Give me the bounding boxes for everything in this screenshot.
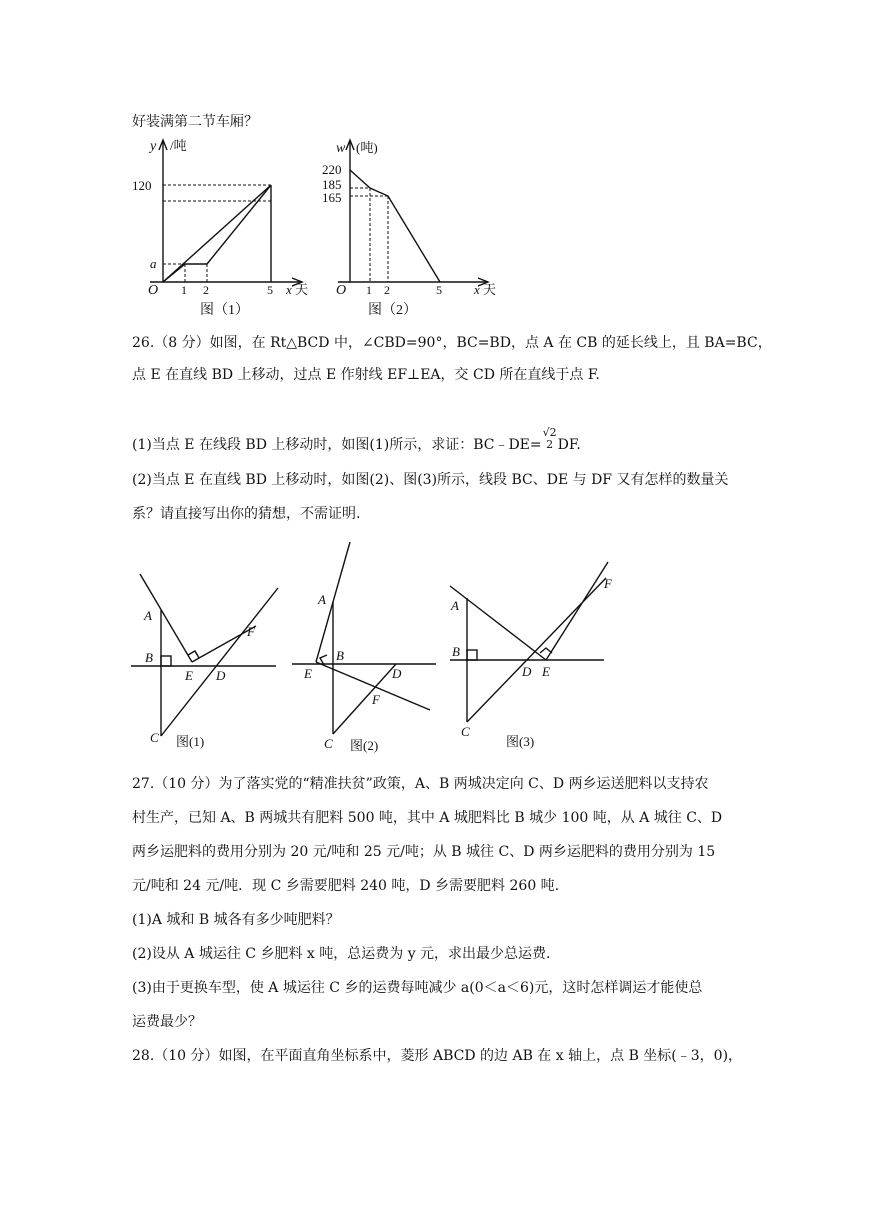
fig1-label-E: E (185, 668, 193, 683)
q27-line-3: 两乡运肥料的费用分别为 20 元/吨和 25 元/吨；从 B 城往 C、D 两乡运肥料的费用分别为 15 (132, 844, 716, 860)
graph-1-tick-x1: 1 (181, 283, 187, 297)
q26-part-1-tail: DF. (557, 437, 581, 453)
graph-1-x-var: x (286, 282, 292, 297)
fig1-label-D: D (216, 668, 226, 683)
graph-1-y-label: /吨 (170, 138, 187, 153)
graph-2-tick-x2: 2 (384, 283, 390, 297)
graph-2-tick-165: 165 (322, 190, 342, 205)
fig2-label-B: B (336, 648, 344, 663)
q27-line-1: 27.（10 分）为了落实党的“精准扶贫”政策，A、B 两城决定向 C、D 两乡运送肥料以支持农 (132, 776, 709, 792)
q26-figure-1 (128, 538, 298, 758)
graph-1-y-var: y (150, 139, 157, 154)
q26-stem-line-2: 点 E 在直线 BD 上移动，过点 E 作射线 EF⊥EA，交 CD 所在直线于点 F. (132, 367, 600, 383)
graph-2-origin: O (336, 283, 347, 298)
fig3-label-E: E (542, 664, 550, 679)
q27-line-2: 村生产，已知 A、B 两城共有肥料 500 吨，其中 A 城肥料比 B 城少 100 吨，从 A 城往 C、D (132, 810, 723, 826)
graph-1-origin: O (148, 283, 159, 298)
q28-line-1: 28.（10 分）如图，在平面直角坐标系中，菱形 ABCD 的边 AB 在 x 轴上，点 B 坐标(﹣3，0)， (132, 1048, 743, 1064)
q26-part-1 (132, 426, 581, 457)
fig1-label-C: C (150, 730, 159, 745)
q26-part-2-line-1: (2)当点 E 在直线 BD 上移动时，如图(2)、图(3)所示，线段 BC、DE 与 DF 又有怎样的数量关 (132, 472, 729, 488)
fig2-label-F: F (372, 692, 380, 707)
fig2-caption: 图(2) (350, 738, 379, 753)
q27-part-3-line-2: 运费最少？ (132, 1014, 202, 1030)
q27-part-2: (2)设从 A 城运往 C 乡肥料 x 吨，总运费为 y 元，求出最少总运费. (132, 946, 551, 962)
q27-part-3-line-1: (3)由于更换车型，使 A 城运往 C 乡的运费每吨减少 a(0＜a＜6)元，这时怎样调运才能使总 (132, 980, 703, 996)
graph-2-y-var: w (336, 141, 346, 156)
fig3-caption: 图(3) (506, 734, 535, 749)
graph-2-tick-x5: 5 (436, 283, 442, 297)
fig1-label-F: F (247, 624, 255, 639)
q26-fraction-denominator: 2 (546, 438, 554, 451)
graph-2-x-var: x (474, 282, 480, 297)
graph-1 (132, 134, 310, 324)
graph-2-x-unit: 天 (483, 282, 497, 297)
graph-2-caption: 图（2） (368, 303, 417, 318)
fig3-label-B: B (452, 644, 460, 659)
graph-2-y-label: (吨) (356, 140, 378, 155)
fig3-label-C: C (461, 724, 470, 739)
fig3-label-D: D (522, 664, 532, 679)
q26-part-1-text: (1)当点 E 在线段 BD 上移动时，如图(1)所示，求证：BC﹣DE= (132, 437, 542, 453)
graph-1-caption: 图（1） (200, 303, 249, 318)
graph-1-tick-x2: 2 (203, 283, 209, 297)
fig1-caption: 图(1) (176, 734, 205, 749)
graph-2-tick-220: 220 (322, 162, 342, 177)
graph-1-tick-120: 120 (132, 178, 152, 193)
graph-2 (318, 134, 503, 324)
q27-part-1: (1)A 城和 B 城各有多少吨肥料？ (132, 912, 340, 928)
graph-2-tick-x1: 1 (366, 283, 372, 297)
fig2-label-D: D (392, 666, 402, 681)
fig2-label-C: C (324, 736, 333, 751)
fig3-label-F: F (604, 576, 612, 591)
q26-stem-line-1: 26.（8 分）如图，在 Rt△BCD 中，∠CBD=90°，BC=BD，点 A 在 CB 的延长线上，且 BA=BC， (132, 335, 772, 351)
q26-figure-3 (446, 538, 626, 758)
q26-figure-2 (290, 538, 440, 758)
q26-fraction (543, 427, 557, 451)
fig1-label-A: A (144, 608, 152, 623)
graph-1-x-unit: 天 (295, 282, 309, 297)
q27-line-4: 元/吨和 24 元/吨．现 C 乡需要肥料 240 吨，D 乡需要肥料 260 吨. (132, 878, 560, 894)
graph-1-tick-a: a (150, 256, 157, 271)
graph-1-tick-x5: 5 (267, 283, 273, 297)
q26-part-2-line-2: 系？请直接写出你的猜想，不需证明. (132, 506, 361, 522)
fig3-label-A: A (451, 598, 459, 613)
graph-2-tick-185: 185 (322, 177, 342, 192)
intro-tail-text: 好装满第二节车厢？ (132, 114, 258, 130)
q26-fraction-numerator: √2 (542, 426, 557, 439)
fig1-label-B: B (145, 650, 153, 665)
fig2-label-A: A (318, 592, 326, 607)
fig2-label-E: E (304, 666, 312, 681)
